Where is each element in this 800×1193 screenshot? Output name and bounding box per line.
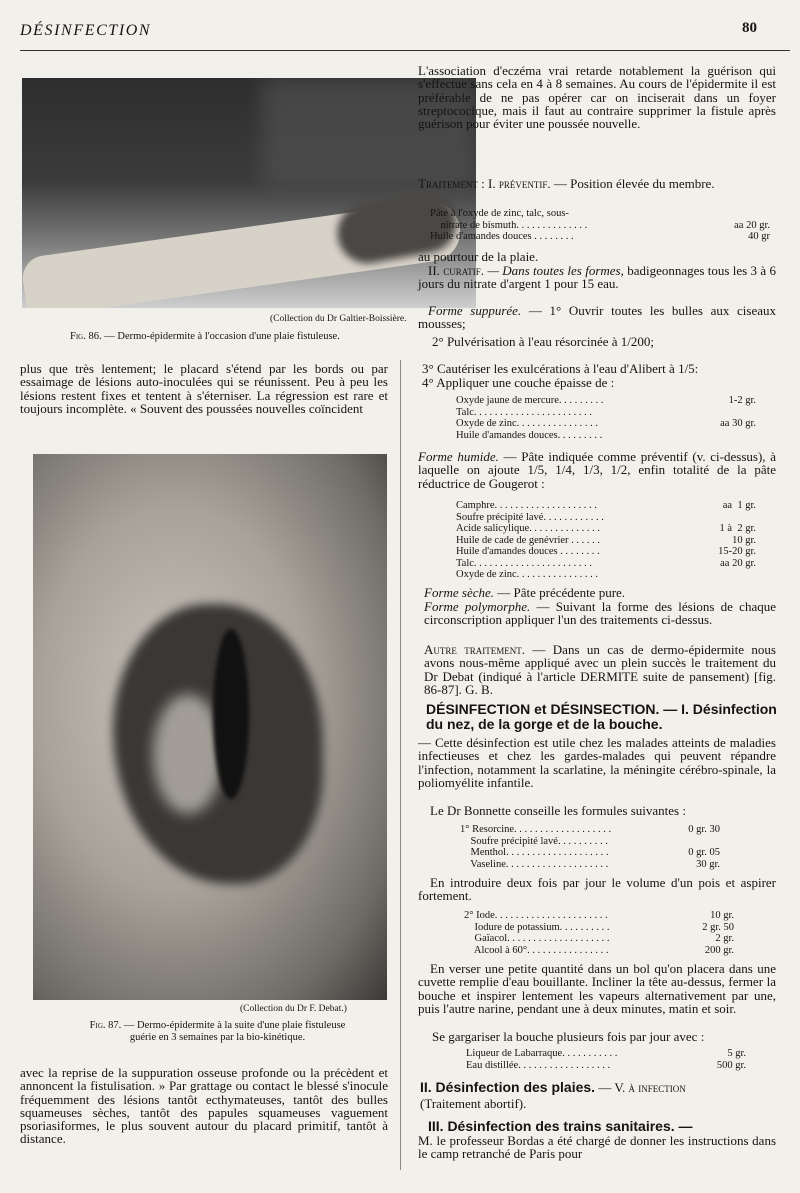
ingredient-name: Huile d'amandes douces . . . . . . . .	[430, 231, 574, 242]
ingredient-dose: 15-20 gr.	[718, 546, 756, 557]
prescription-row	[464, 910, 734, 922]
seche-text: — Pâte précédente pure.	[494, 585, 626, 600]
heading-desinfection: DÉSINFECTION et DÉSINSECTION. — I. Désinfection du nez, de la gorge et de la bouche.	[426, 701, 777, 732]
left-paragraph-2: avec la reprise de la suppuration osseuse profonde ou la précèdent et annoncent la fistulisation. » Par grattage ou contact le blessé s'inocule fréquemment des lésions tantôt ecthymateuses, tantôt des bulles squameuses sèches, tantôt des papules squameuses vaguement psoriasiformes, le plus souvent autour du placard primitif, tantôt à distance.	[20, 1065, 388, 1147]
prescription-row	[456, 546, 756, 558]
ingredient-name: Soufre précipité lavé. . . . . . . . . . . .	[456, 511, 604, 523]
prescription-row	[460, 824, 720, 836]
curatif-label: II. curatif.	[428, 263, 485, 278]
seche-label: Forme sèche.	[424, 585, 495, 600]
ingredient-name: 2° Iode. . . . . . . . . . . . . . . . . . . . . .	[464, 910, 608, 921]
running-header-title: DÉSINFECTION	[20, 22, 152, 39]
seche-line	[424, 586, 625, 599]
ingredient-dose: 10 gr.	[710, 910, 734, 921]
verser-paragraph: En verser une petite quantité dans un bol qu'on placera dans une cuvette remplie d'eau bouillante. Incliner la tête au-dessus, fermer la bouche et inspirer lentement les vapeurs alternativement par une, puis l'autre narine, pendant une à deux minutes, matin et soir.	[418, 961, 776, 1016]
suppuree-label: Forme suppurée.	[428, 303, 522, 318]
traitement-text: — Position élevée du membre.	[550, 176, 715, 191]
prescription-row	[456, 418, 756, 430]
prescription-row	[456, 500, 756, 512]
desinfection-paragraph: — Cette désinfection est utile chez les malades atteints de maladies infectieuses et chez les gardes-malades qui peuvent répandre l'infection, notamment la scarlatine, la méningite cérébro-spinale, la poliomyélite infantile.	[418, 735, 776, 790]
ingredient-dose: aa 1 gr.	[722, 500, 756, 511]
introduire-paragraph: En introduire deux fois par jour le volume d'un pois et aspirer fortement.	[418, 875, 776, 904]
ingredient-dose: 500 gr.	[716, 1059, 746, 1071]
appliquer-line: 4° Appliquer une couche épaisse de :	[422, 375, 615, 390]
prescription-row	[464, 945, 734, 957]
suppuree-text: — 1° Ouvrir toutes les bulles aux ciseaux mousses;	[418, 303, 776, 332]
prescription-row	[456, 558, 756, 570]
prescription-2	[456, 395, 756, 441]
prescription-row	[466, 1060, 746, 1072]
curatif-text: badigeonnages tous les 3 à 6 jours du nitrate d'argent 1 pour 15 eau.	[418, 263, 777, 292]
prescription-row	[456, 430, 756, 442]
figure-87-caption-line1: — Dermo-épidermite à la suite d'une plaie fistuleuse	[121, 1020, 346, 1031]
page-number: 80	[742, 20, 757, 36]
heading-plaies	[420, 1080, 686, 1095]
ingredient-name: Menthol. . . . . . . . . . . . . . . . . . . .	[460, 847, 609, 858]
ingredient-name: 1° Resorcine. . . . . . . . . . . . . . . . . . .	[460, 824, 612, 835]
header-rule	[20, 50, 790, 51]
ingredient-name: Iodure de potassium. . . . . . . . . .	[464, 921, 610, 933]
prescription-row	[456, 395, 756, 407]
autre-text: — Dans un cas de dermo-épidermite nous avons nous-même appliqué avec un plein succès le traitement du Dr Debat (indiqué à l'article DERMITE suite de pansement) [fig. 86-87]. G. B.	[424, 642, 776, 697]
ingredient-name: Camphre. . . . . . . . . . . . . . . . . . . .	[456, 500, 597, 511]
prescription-5	[464, 910, 734, 956]
prescription-row	[460, 836, 720, 848]
figure-87-credit: (Collection du Dr F. Debat.)	[240, 1004, 347, 1014]
ingredient-name: Huile d'amandes douces . . . . . . . .	[456, 546, 600, 557]
ingredient-name: Huile d'amandes douces. . . . . . . . .	[456, 429, 603, 441]
figure-86-label: Fig. 86.	[70, 331, 102, 342]
prescription-row	[466, 1048, 746, 1060]
prescription-row	[456, 407, 756, 419]
polymorphe-paragraph	[424, 600, 776, 627]
figure-87-caption	[45, 1020, 390, 1044]
left-paragraph-1: plus que très lentement; le placard s'étend par les bords ou par essaimage de lésions auto-inoculées qui se réunissent. Peu à peu les lésions restent fixes et tentent à s'éterniser. La régression est rare et toujours incomplète. « Souvent des poussées nouvelles coïncident	[20, 361, 388, 416]
humide-text: — Pâte indiquée comme préventif (v. ci-dessus), à laquelle on ajoute 1/5, 1/4, 1/3, 1/2, enfin totalité de la pâte réductrice de Gougerot :	[418, 449, 776, 491]
prescription-1	[430, 208, 770, 243]
ingredient-name: Oxyde de zinc. . . . . . . . . . . . . . . .	[456, 569, 599, 580]
curatif-italic: — Dans toutes les formes,	[484, 263, 624, 278]
heading-plaies-ref: — V. à infection	[595, 1080, 686, 1095]
figure-87-label: Fig. 87.	[89, 1020, 122, 1031]
ingredient-name: nitrate de bismuth. . . . . . . . . . . . . .	[430, 219, 588, 231]
pulverisation-paragraph: 2° Pulvérisation à l'eau résorcinée à 1/200;	[432, 334, 654, 349]
ingredient-dose: 0 gr. 30	[688, 824, 720, 835]
right-intro-paragraph: L'association d'eczéma vrai retarde notablement la guérison qui s'effectue sans cela en 4 à 8 semaines. Au cours de l'épidermite il est préférable de ne pas opérer car on inciserait dans un foyer streptococique, mais il faut au contraire supprimer la fistule après guérison pour éviter une poussée nouvelle.	[418, 63, 776, 132]
suppuree-paragraph	[418, 304, 776, 331]
pourtour-line: au pourtour de la plaie.	[418, 249, 539, 264]
ingredient-dose: 5 gr.	[727, 1048, 746, 1059]
prescription-row	[456, 535, 756, 547]
heading-plaies-text: II. Désinfection des plaies.	[420, 1079, 596, 1095]
ingredient-dose: 10 gr.	[732, 534, 756, 546]
ingredient-name: Acide salicylique. . . . . . . . . . . . . .	[456, 523, 601, 534]
figure-86-credit: (Collection du Dr Galtier-Boissière.	[270, 314, 407, 324]
figure-87-photo	[33, 454, 387, 1000]
figure-87-caption-line2: guérie en 3 semaines par la bio-kinétique.	[129, 1032, 306, 1043]
cauteriser-line: 3° Cautériser les exulcérations à l'eau d'Alibert à 1/5:	[422, 361, 699, 376]
ingredient-dose: aa 20 gr.	[734, 219, 770, 231]
ingredient-dose: aa 20 gr.	[720, 557, 756, 569]
prescription-row	[460, 847, 720, 859]
prescription-row	[460, 859, 720, 871]
ingredient-dose: aa 30 gr.	[720, 418, 756, 429]
heading-trains: III. Désinfection des trains sanitaires. —	[428, 1118, 693, 1134]
prescription-row	[430, 208, 770, 220]
autre-label: Autre traitement.	[424, 642, 526, 657]
prescription-6	[466, 1048, 746, 1071]
prescription-4	[460, 824, 720, 870]
ingredient-name: Alcool à 60°. . . . . . . . . . . . . . . .	[464, 944, 609, 956]
ingredient-name: Gaïacol. . . . . . . . . . . . . . . . . . . .	[464, 933, 610, 944]
prescription-row	[456, 512, 756, 524]
bonnette-line: Le Dr Bonnette conseille les formules suivantes :	[430, 803, 686, 818]
polymorphe-label: Forme polymorphe.	[424, 599, 531, 614]
prescription-3	[456, 500, 756, 581]
ingredient-dose: 1 à 2 gr.	[719, 523, 756, 534]
humide-label: Forme humide.	[418, 449, 499, 464]
ingredient-name: Talc. . . . . . . . . . . . . . . . . . . . . . .	[456, 406, 593, 418]
prescription-row	[456, 569, 756, 581]
prescription-row	[464, 933, 734, 945]
ingredient-dose: 2 gr. 50	[702, 921, 734, 933]
ingredient-dose: 40 gr	[748, 231, 770, 242]
ingredient-dose: 200 gr.	[704, 944, 734, 956]
traitement-preventif	[418, 177, 776, 190]
traitement-label: Traitement : I. préventif.	[418, 176, 551, 191]
ingredient-name: Oxyde de zinc. . . . . . . . . . . . . . . .	[456, 418, 599, 429]
gargariser-line: Se gargariser la bouche plusieurs fois par jour avec :	[432, 1029, 705, 1044]
ingredient-name: Huile de cade de genévrier . . . . . .	[456, 534, 601, 546]
autre-traitement-paragraph	[424, 643, 776, 696]
ingredient-name: Soufre précipité lavé. . . . . . . . . .	[460, 835, 608, 847]
ingredient-name: Pâte à l'oxyde de zinc, talc, sous-	[430, 208, 569, 219]
polymorphe-text: — Suivant la forme des lésions de chaque circonscription appliquer l'un des traitements ci-dessus.	[424, 599, 776, 628]
ingredient-dose: 2 gr.	[715, 933, 734, 944]
prescription-row	[430, 220, 770, 232]
ingredient-name: Talc. . . . . . . . . . . . . . . . . . . . . . .	[456, 557, 593, 569]
ingredient-name: Oxyde jaune de mercure. . . . . . . . .	[456, 395, 604, 406]
ingredient-name: Vaseline. . . . . . . . . . . . . . . . . . . .	[460, 858, 609, 870]
ingredient-name: Eau distillée. . . . . . . . . . . . . . . . . .	[466, 1059, 611, 1071]
figure-86-caption-text: — Dermo-épidermite à l'occasion d'une plaie fistuleuse.	[101, 331, 340, 342]
ingredient-dose: 30 gr.	[696, 858, 720, 870]
humide-paragraph	[418, 450, 776, 490]
figure-86-caption	[70, 331, 340, 343]
curatif-paragraph	[418, 264, 776, 291]
ingredient-dose: 0 gr. 05	[688, 847, 720, 858]
column-divider	[400, 360, 401, 1170]
prescription-row	[456, 523, 756, 535]
prescription-row	[430, 231, 770, 243]
trains-paragraph: M. le professeur Bordas a été chargé de donner les instructions dans le camp retranché de Paris pour	[418, 1133, 776, 1162]
prescription-row	[464, 922, 734, 934]
traitement-abortif: (Traitement abortif).	[420, 1096, 527, 1111]
figure-86-photo	[22, 78, 476, 308]
ingredient-dose: 1-2 gr.	[728, 395, 756, 406]
ingredient-name: Liqueur de Labarraque. . . . . . . . . . .	[466, 1048, 618, 1059]
